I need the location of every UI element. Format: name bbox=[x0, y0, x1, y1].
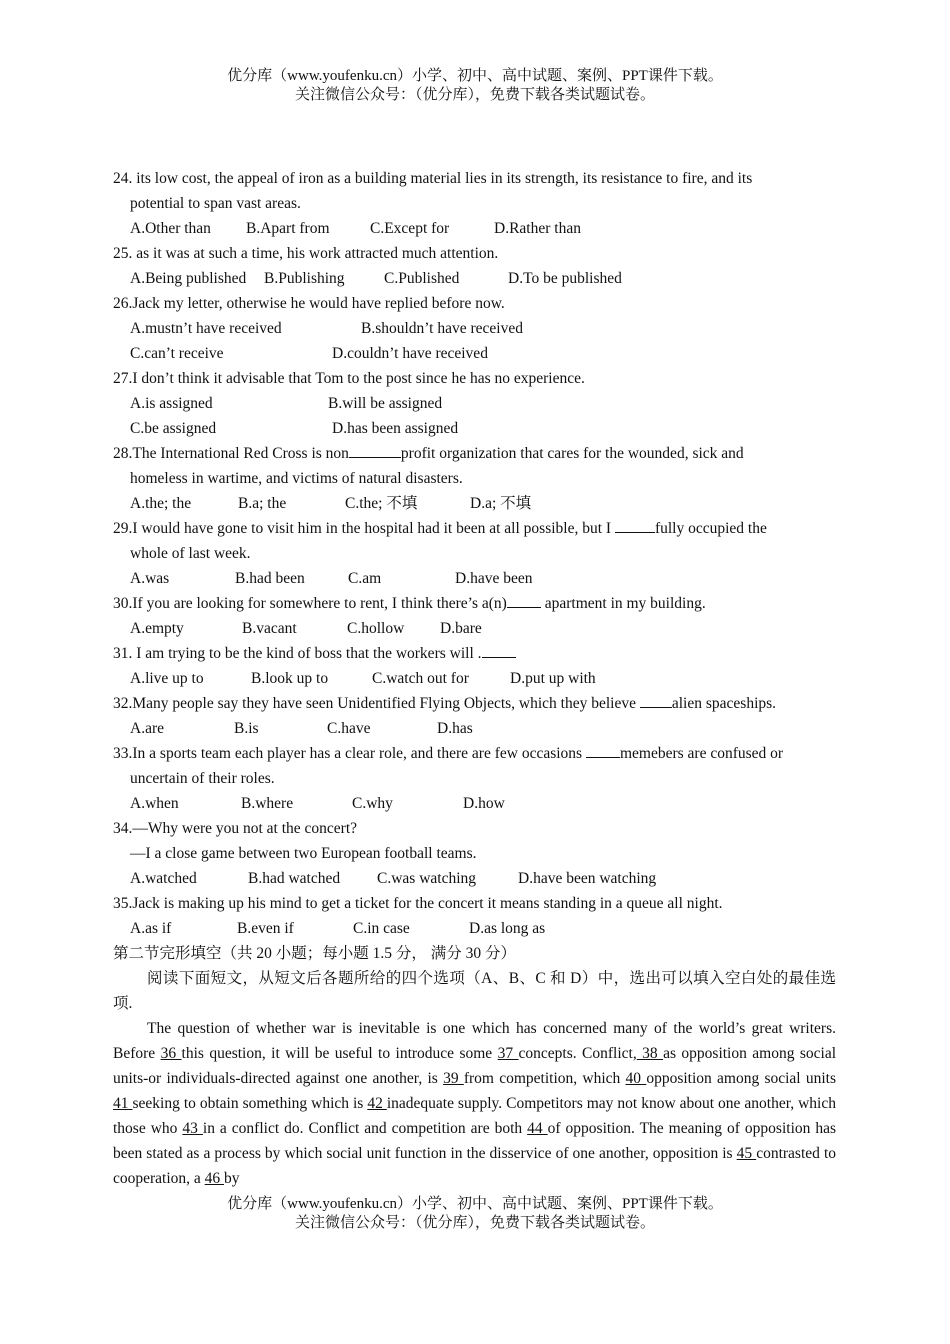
question-25 bbox=[113, 241, 836, 291]
question-29 bbox=[113, 516, 836, 591]
option-d: D.have been bbox=[455, 570, 533, 587]
option-d: D.has bbox=[437, 720, 473, 737]
footer-line-1: 优分库（www.youfenku.cn）小学、初中、高中试题、案例、PPT课件下载。 bbox=[227, 1196, 723, 1212]
answer-blank bbox=[615, 516, 655, 533]
options-row bbox=[113, 266, 836, 291]
question-text: 32.Many people say they have seen Unidentified Flying Objects, which they believe alien spaceships. bbox=[113, 691, 836, 716]
option-c: C.watch out for bbox=[372, 670, 469, 687]
option-a: A.mustn’t have received bbox=[130, 320, 282, 337]
option-b: B.a; the bbox=[238, 495, 287, 512]
options-row-2 bbox=[113, 416, 836, 441]
header-line-1: 优分库（www.youfenku.cn）小学、初中、高中试题、案例、PPT课件下载。 bbox=[227, 68, 723, 84]
option-d: D.Rather than bbox=[494, 220, 581, 237]
answer-blank bbox=[640, 691, 672, 708]
question-text-cont: whole of last week. bbox=[130, 545, 251, 562]
blank-37: 37 bbox=[497, 1045, 519, 1062]
option-c: C.why bbox=[352, 795, 393, 812]
blank-36: 36 bbox=[160, 1045, 182, 1062]
question-text: 30.If you are looking for somewhere to rent, I think there’s a(n) apartment in my building. bbox=[113, 591, 836, 616]
blank-46: 46 bbox=[204, 1170, 225, 1187]
question-text: 24. its low cost, the appeal of iron as a building material lies in its strength, its resistance to fire, and its bbox=[113, 170, 753, 187]
options-row bbox=[113, 916, 836, 941]
option-a: A.as if bbox=[130, 920, 172, 937]
option-d: D.put up with bbox=[510, 670, 596, 687]
options-row bbox=[113, 566, 836, 591]
page-footer bbox=[0, 1195, 950, 1233]
section-title: 第二节完形填空（共 20 小题；每小题 1.5 分， 满分 30 分） bbox=[113, 945, 517, 962]
option-a: A.was bbox=[130, 570, 170, 587]
option-d: D.how bbox=[463, 795, 505, 812]
options-row-2 bbox=[113, 341, 836, 366]
option-a: A.Being published bbox=[130, 270, 247, 287]
cloze-passage: The question of whether war is inevitable is one which has concerned many of the world’s great writers. Before 36 this question, it will be useful to introduce some 37 concepts. Conflict, 38 as opposition among social units-or individuals-directed against one another, is 39 from competition, which 40 opposition among social units 41 seeking to obtain something which is 42 inadequate supply. Competitors may not know about one another, which those who 43 in a conflict do. Conflict and competition are both 44 of opposition. The meaning of opposition has been stated as a process by which social unit function in the disservice of one another, opposition is 45 contrasted to cooperation, a 46 by bbox=[113, 1020, 837, 1187]
option-b: B.Apart from bbox=[246, 220, 330, 237]
question-33 bbox=[113, 741, 836, 816]
answer-blank bbox=[507, 591, 541, 608]
options-row bbox=[113, 666, 836, 691]
option-a: A.empty bbox=[130, 620, 184, 637]
blank-43: 43 bbox=[182, 1120, 203, 1137]
option-d: D.has been assigned bbox=[332, 420, 459, 437]
option-a: A.is assigned bbox=[130, 395, 213, 412]
question-text: 26.Jack my letter, otherwise he would have replied before now. bbox=[113, 295, 505, 312]
option-b: B.will be assigned bbox=[328, 395, 443, 412]
blank-44: 44 bbox=[527, 1120, 548, 1137]
blank-38: 38 bbox=[636, 1045, 664, 1062]
option-b: B.had watched bbox=[248, 870, 341, 887]
option-c: C.have bbox=[327, 720, 371, 737]
blank-42: 42 bbox=[367, 1095, 387, 1112]
page-header bbox=[0, 67, 950, 105]
option-c: C.hollow bbox=[347, 620, 405, 637]
question-text-cont: —I a close game between two European football teams. bbox=[130, 845, 477, 862]
question-text-cont: homeless in wartime, and victims of natural disasters. bbox=[130, 470, 463, 487]
options-row bbox=[113, 791, 836, 816]
question-34 bbox=[113, 816, 836, 891]
option-b: B.look up to bbox=[251, 670, 329, 687]
option-a: A.watched bbox=[130, 870, 197, 887]
question-text: 33.In a sports team each player has a clear role, and there are few occasions memebers are confused or bbox=[113, 741, 836, 766]
option-c: C.am bbox=[348, 570, 382, 587]
options-row bbox=[113, 616, 836, 641]
question-27 bbox=[113, 366, 836, 441]
option-d: D.as long as bbox=[469, 920, 546, 937]
options-row bbox=[113, 491, 836, 516]
option-c: C.can’t receive bbox=[130, 345, 224, 362]
blank-40: 40 bbox=[625, 1070, 647, 1087]
question-text: 35.Jack is making up his mind to get a ticket for the concert it means standing in a queue all night. bbox=[113, 895, 723, 912]
option-d: D.couldn’t have received bbox=[332, 345, 488, 362]
option-a: A.the; the bbox=[130, 495, 192, 512]
option-c: C.in case bbox=[353, 920, 410, 937]
section-instruction: 阅读下面短文，从短文后各题所给的四个选项（A、B、C 和 D）中，选出可以填入空白处的最佳选项. bbox=[113, 970, 836, 1012]
option-a: A.Other than bbox=[130, 220, 211, 237]
options-row bbox=[113, 216, 836, 241]
question-30 bbox=[113, 591, 836, 641]
option-d: D.To be published bbox=[508, 270, 622, 287]
question-text: 27.I don’t think it advisable that Tom to the post since he has no experience. bbox=[113, 370, 585, 387]
option-b: B.had been bbox=[235, 570, 305, 587]
footer-line-2: 关注微信公众号：（优分库），免费下载各类试题试卷。 bbox=[294, 1215, 655, 1231]
answer-blank bbox=[349, 441, 401, 458]
option-c: C.Except for bbox=[370, 220, 450, 237]
answer-blank bbox=[586, 741, 620, 758]
option-b: B.Publishing bbox=[264, 270, 345, 287]
option-c: C.Published bbox=[384, 270, 460, 287]
option-a: A.live up to bbox=[130, 670, 204, 687]
question-text: 29.I would have gone to visit him in the hospital had it been at all possible, but I fully occupied the bbox=[113, 516, 836, 541]
option-b: B.where bbox=[241, 795, 294, 812]
option-d: D.a; 不填 bbox=[470, 495, 532, 512]
question-text-cont: uncertain of their roles. bbox=[130, 770, 275, 787]
question-35 bbox=[113, 891, 836, 941]
options-row bbox=[113, 716, 836, 741]
question-text: 31. I am trying to be the kind of boss that the workers will . bbox=[113, 641, 836, 666]
question-text-cont: potential to span vast areas. bbox=[130, 195, 301, 212]
blank-39: 39 bbox=[443, 1070, 464, 1087]
question-26 bbox=[113, 291, 836, 366]
option-b: B.shouldn’t have received bbox=[361, 320, 523, 337]
option-c: C.be assigned bbox=[130, 420, 217, 437]
question-31 bbox=[113, 641, 836, 691]
question-text: 34.—Why were you not at the concert? bbox=[113, 820, 358, 837]
option-b: B.vacant bbox=[242, 620, 297, 637]
options-row bbox=[113, 391, 836, 416]
exam-content bbox=[113, 166, 836, 1191]
option-c: C.the; 不填 bbox=[345, 495, 418, 512]
option-b: B.even if bbox=[237, 920, 294, 937]
question-text: 25. as it was at such a time, his work attracted much attention. bbox=[113, 245, 499, 262]
option-a: A.are bbox=[130, 720, 164, 737]
question-text: 28.The International Red Cross is non profit organization that cares for the wounded, sick and bbox=[113, 441, 836, 466]
option-d: D.have been watching bbox=[518, 870, 657, 887]
question-32 bbox=[113, 691, 836, 741]
option-a: A.when bbox=[130, 795, 179, 812]
options-row bbox=[113, 316, 836, 341]
option-d: D.bare bbox=[440, 620, 482, 637]
question-28 bbox=[113, 441, 836, 516]
blank-45: 45 bbox=[736, 1145, 757, 1162]
blank-41: 41 bbox=[113, 1095, 133, 1112]
options-row bbox=[113, 866, 836, 891]
answer-blank bbox=[482, 641, 516, 658]
option-b: B.is bbox=[234, 720, 259, 737]
question-24 bbox=[113, 166, 836, 241]
option-c: C.was watching bbox=[377, 870, 477, 887]
header-line-2: 关注微信公众号：（优分库），免费下载各类试题试卷。 bbox=[294, 87, 655, 103]
